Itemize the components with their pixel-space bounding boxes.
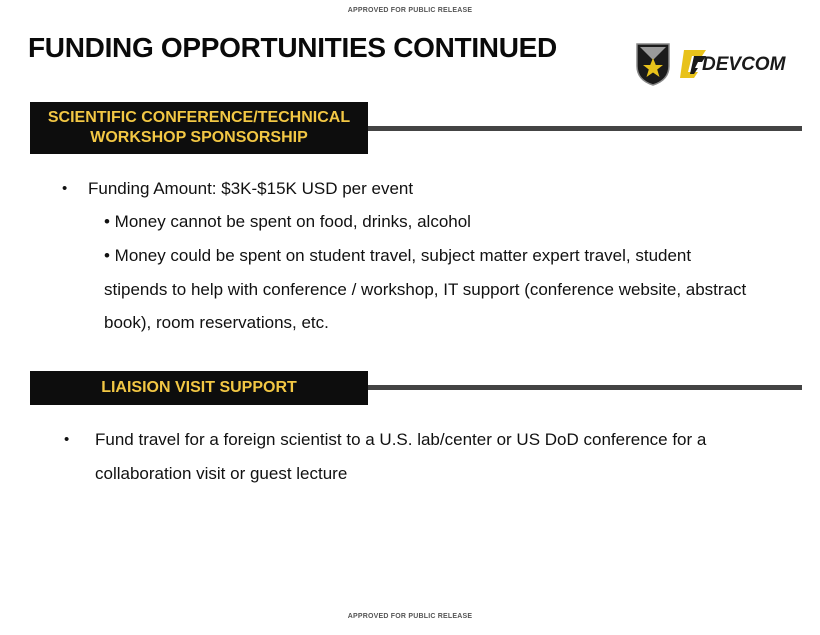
bullet-icon: •	[62, 180, 68, 197]
release-notice-top: APPROVED FOR PUBLIC RELEASE	[347, 7, 473, 14]
devcom-logo-text: DEVCOM	[702, 54, 786, 75]
slide-title: FUNDING OPPORTUNITIES CONTINUED	[28, 32, 557, 63]
section-heading-conference-sponsorship	[30, 102, 368, 154]
section-heading-line: SCIENTIFIC CONFERENCE/TECHNICAL	[47, 109, 351, 126]
section-divider-rule	[368, 385, 802, 390]
section-divider-rule	[368, 126, 802, 131]
liaison-visit-item-cont: collaboration visit or guest lecture	[95, 464, 348, 483]
sub-item-allowed-uses: • Money could be spent on student travel, subject matter expert travel, student	[104, 246, 692, 265]
section-heading-line: LIAISION VISIT SUPPORT	[101, 379, 297, 396]
section-heading-liaison-visit	[30, 371, 368, 405]
funding-amount-item: Funding Amount: $3K-$15K USD per event	[88, 179, 414, 198]
section-heading-line: WORKSHOP SPONSORSHIP	[90, 129, 308, 146]
release-notice-bottom: APPROVED FOR PUBLIC RELEASE	[347, 613, 473, 620]
liaison-visit-item: Fund travel for a foreign scientist to a U.S. lab/center or US DoD conference for a	[95, 430, 707, 449]
sub-item-allowed-uses-cont: book), room reservations, etc.	[104, 313, 329, 332]
bullet-icon: •	[64, 431, 70, 448]
devcom-logo	[680, 46, 790, 82]
sub-item-allowed-uses-cont: stipends to help with conference / workshop, IT support (conference website, abstract	[104, 280, 747, 299]
sub-item-restrictions: • Money cannot be spent on food, drinks, alcohol	[104, 212, 471, 231]
army-star-shield-logo	[634, 40, 672, 86]
